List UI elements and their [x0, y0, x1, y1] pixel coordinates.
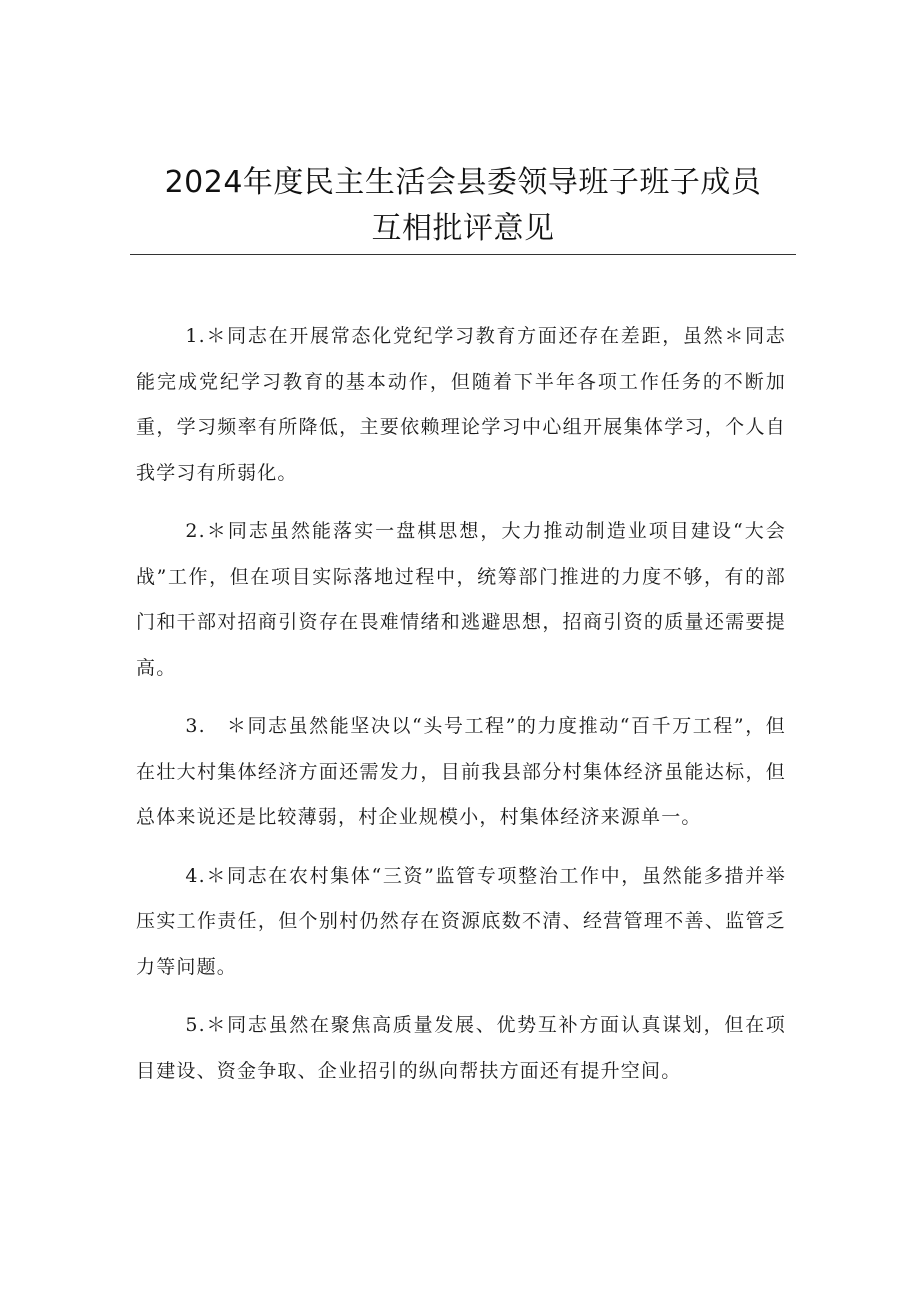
paragraph-1: 1.＊同志在开展常态化党纪学习教育方面还存在差距，虽然＊同志能完成党纪学习教育的基本动作，但随着下半年各项工作任务的不断加重，学习频率有所降低，主要依赖理论学习中心组开展集体学习，个人自我学习有所弱化。: [136, 325, 786, 484]
title-divider: [130, 254, 796, 255]
document-body: [136, 314, 786, 1094]
paragraph-2: 2.＊同志虽然能落实一盘棋思想，大力推动制造业项目建设“大会战”工作，但在项目实际落地过程中，统筹部门推进的力度不够，有的部门和干部对招商引资存在畏难情绪和逃避思想，招商引资的质量还需要提高。: [136, 520, 786, 679]
paragraph-5: 5.＊同志虽然在聚焦高质量发展、优势互补方面认真谋划，但在项目建设、资金争取、企业招引的纵向帮扶方面还有提升空间。: [136, 1014, 786, 1082]
title-line-2: 互相批评意见: [371, 211, 555, 246]
title-line-1: 2024年度民主生活会县委领导班子班子成员: [164, 165, 762, 200]
document-title: [130, 160, 796, 252]
paragraph-4: 4.＊同志在农村集体“三资”监管专项整治工作中，虽然能多措并举压实工作责任，但个别村仍然存在资源底数不清、经营管理不善、监管乏力等问题。: [136, 864, 786, 978]
paragraph-3: 3. ＊同志虽然能坚决以“头号工程”的力度推动“百千万工程”，但在壮大村集体经济方面还需发力，目前我县部分村集体经济虽能达标，但总体来说还是比较薄弱，村企业规模小，村集体经济来源单一。: [136, 715, 786, 828]
